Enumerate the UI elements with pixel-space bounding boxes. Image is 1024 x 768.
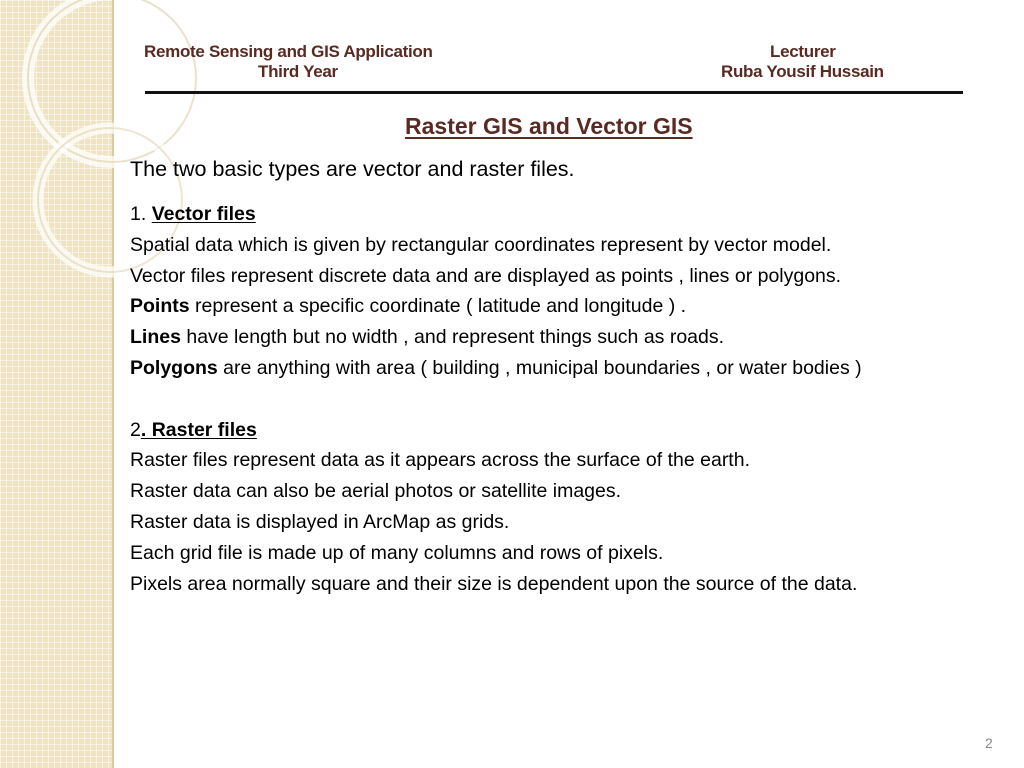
- points-text: represent a specific coordinate ( latitude and longitude ) .: [189, 295, 687, 318]
- polygons-text: are anything with area ( building , municipal boundaries , or water bodies ): [217, 356, 862, 379]
- vector-heading: [130, 199, 1000, 230]
- section-gap: [130, 384, 1000, 415]
- lines-text: have length but no width , and represent things such as roads.: [180, 326, 725, 349]
- raster-line-4: Each grid file is made up of many columns and rows of pixels.: [130, 541, 664, 564]
- raster-heading-text: . Raster files: [140, 418, 257, 441]
- raster-line-5: Pixels area normally square and their size is dependent upon the source of the data.: [130, 572, 858, 595]
- raster-line-2: Raster data can also be aerial photos or satellite images.: [130, 480, 622, 503]
- raster-heading: [130, 415, 1000, 446]
- polygons-term: Polygons: [130, 356, 218, 379]
- header-divider: [145, 91, 963, 94]
- vector-number: 1.: [130, 203, 152, 225]
- lines-line: [130, 322, 1000, 353]
- lecturer-name: Ruba Yousif Hussain: [721, 62, 884, 81]
- page-number: 2: [985, 735, 993, 751]
- intro-text: The two basic types are vector and raster files.: [130, 157, 575, 181]
- decorative-strip: [0, 0, 114, 768]
- raster-line-3: Raster data is displayed in ArcMap as grids.: [130, 510, 510, 533]
- slide-title: Raster GIS and Vector GIS: [405, 113, 693, 139]
- polygons-line: [130, 353, 930, 384]
- raster-number: 2: [130, 418, 141, 441]
- lecturer-label: Lecturer: [770, 42, 836, 61]
- vector-line-1: Spatial data which is given by rectangular coordinates represent by vector model.: [130, 233, 832, 256]
- slide-body: [130, 153, 1000, 599]
- vector-heading-text: Vector files: [151, 203, 256, 225]
- vector-line-2: Vector files represent discrete data and are displayed as points , lines or polygons.: [130, 264, 842, 287]
- raster-line-1: Raster files represent data as it appears across the surface of the earth.: [130, 449, 750, 472]
- points-term: Points: [130, 295, 190, 318]
- lines-term: Lines: [130, 326, 181, 349]
- course-title: Remote Sensing and GIS Application: [144, 42, 433, 61]
- points-line: [130, 291, 1000, 322]
- course-year: Third Year: [258, 62, 338, 81]
